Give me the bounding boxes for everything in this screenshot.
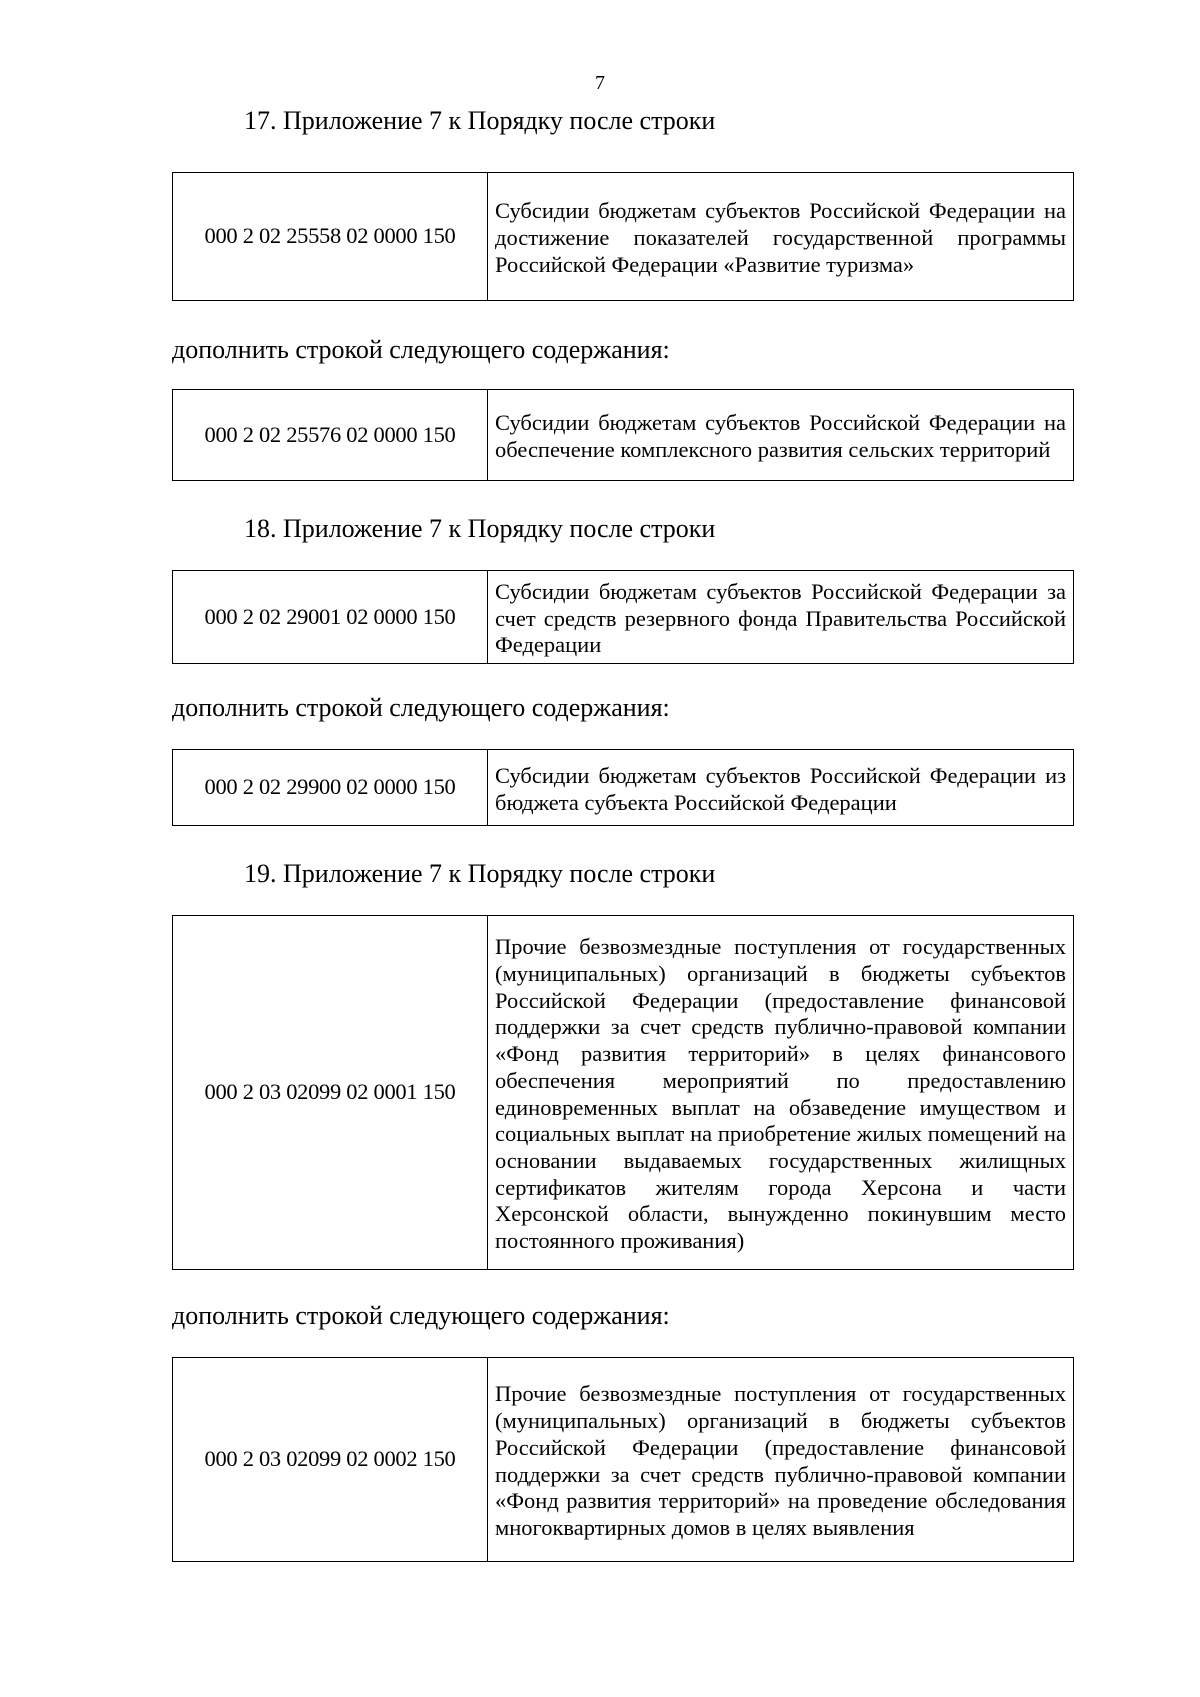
section-19-new-table bbox=[172, 1357, 1074, 1562]
section-18-original-table bbox=[172, 570, 1074, 664]
section-17-original-table bbox=[172, 172, 1074, 301]
table-row bbox=[173, 916, 1074, 1270]
table-row bbox=[173, 750, 1074, 826]
section-19-heading: 19. Приложение 7 к Порядку после строки bbox=[244, 859, 716, 888]
description-cell: Субсидии бюджетам субъектов Российской Федерации на обеспечение комплексного развития сельских территорий bbox=[488, 390, 1074, 481]
section-17-instruction: дополнить строкой следующего содержания: bbox=[172, 335, 670, 364]
description-cell: Субсидии бюджетам субъектов Российской Федерации на достижение показателей государственной программы Российской Федерации «Развитие туризма» bbox=[488, 173, 1074, 301]
budget-code-cell: 000 2 02 25576 02 0000 150 bbox=[173, 390, 488, 481]
table-row bbox=[173, 1358, 1074, 1562]
budget-code-cell: 000 2 03 02099 02 0002 150 bbox=[173, 1358, 488, 1562]
table-row bbox=[173, 571, 1074, 664]
section-18-heading: 18. Приложение 7 к Порядку после строки bbox=[244, 514, 716, 543]
section-19-instruction: дополнить строкой следующего содержания: bbox=[172, 1301, 670, 1330]
budget-code-cell: 000 2 02 29001 02 0000 150 bbox=[173, 571, 488, 664]
description-cell: Прочие безвозмездные поступления от государственных (муниципальных) организаций в бюджеты субъектов Российской Федерации (предоставление финансовой поддержки за счет средств публично-правовой компании «Фонд развития территорий» в целях финансового обеспечения мероприятий по предоставлению единовременных выплат на обзаведение имуществом и социальных выплат на приобретение жилых помещений на основании выдаваемых государственных жилищных сертификатов жителям города Херсона и части Херсонской области, вынужденно покинувшим место постоянного проживания) bbox=[488, 916, 1074, 1270]
section-18-instruction: дополнить строкой следующего содержания: bbox=[172, 693, 670, 722]
section-19-original-table bbox=[172, 915, 1074, 1270]
description-cell: Субсидии бюджетам субъектов Российской Федерации за счет средств резервного фонда Правительства Российской Федерации bbox=[488, 571, 1074, 664]
section-17-new-table bbox=[172, 389, 1074, 481]
table-row bbox=[173, 390, 1074, 481]
section-17-heading: 17. Приложение 7 к Порядку после строки bbox=[244, 106, 716, 135]
budget-code-cell: 000 2 03 02099 02 0001 150 bbox=[173, 916, 488, 1270]
budget-code-cell: 000 2 02 29900 02 0000 150 bbox=[173, 750, 488, 826]
description-cell: Субсидии бюджетам субъектов Российской Федерации из бюджета субъекта Российской Федерации bbox=[488, 750, 1074, 826]
table-row bbox=[173, 173, 1074, 301]
page-number: 7 bbox=[595, 72, 605, 94]
description-cell: Прочие безвозмездные поступления от государственных (муниципальных) организаций в бюджеты субъектов Российской Федерации (предоставление финансовой поддержки за счет средств публично-правовой компании «Фонд развития территорий» на проведение обследования многоквартирных домов в целях выявления bbox=[488, 1358, 1074, 1562]
section-18-new-table bbox=[172, 749, 1074, 826]
budget-code-cell: 000 2 02 25558 02 0000 150 bbox=[173, 173, 488, 301]
